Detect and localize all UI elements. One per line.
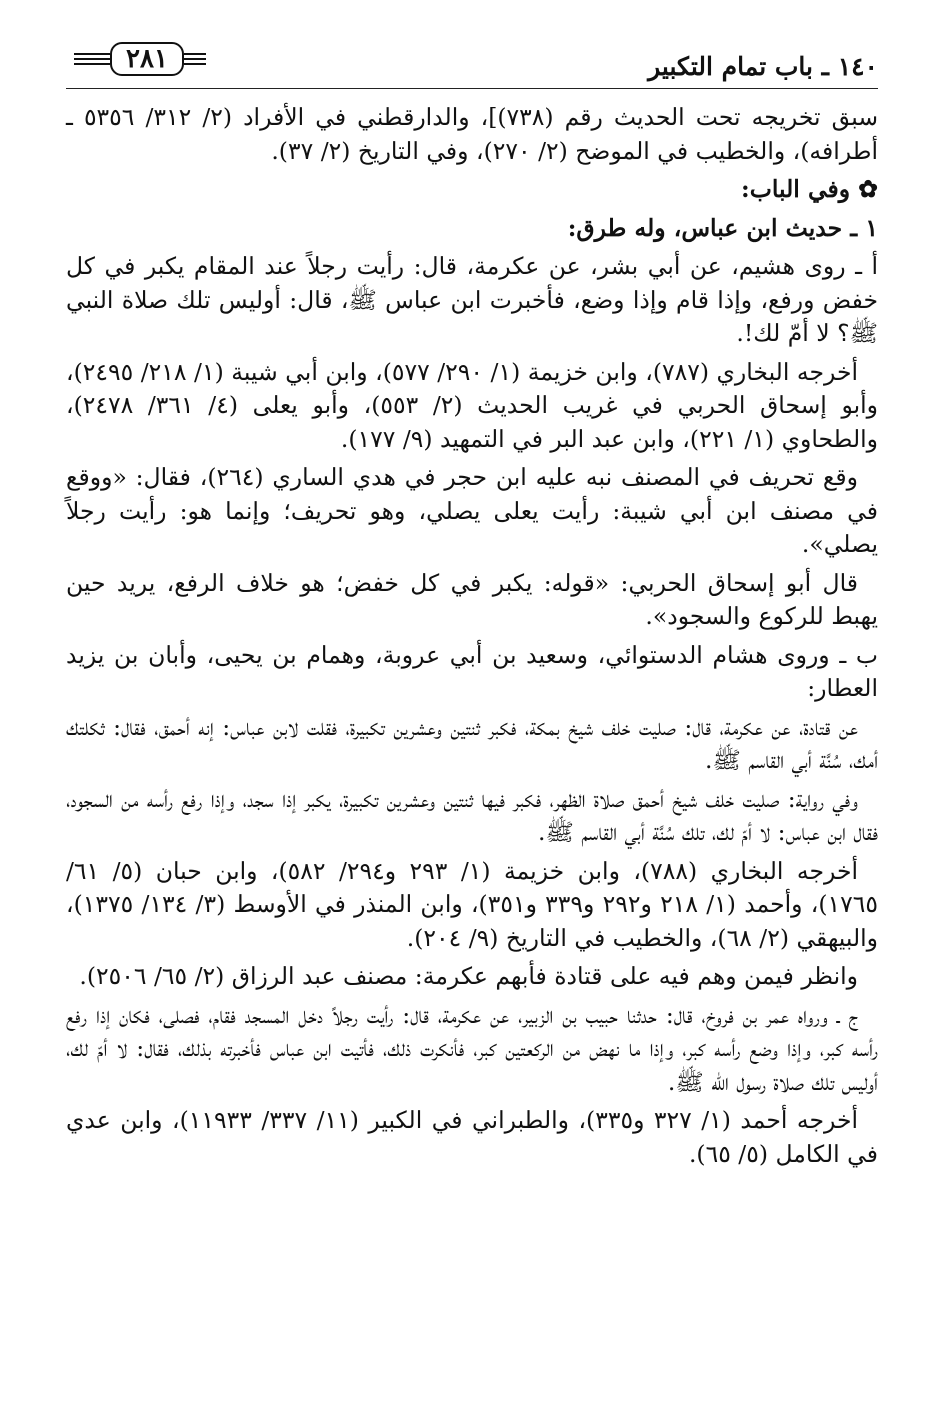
paragraph-riwaya-variant: وفي رواية: صليت خلف شيخ أحمق صلاة الظهر، فكبر فيها ثنتين وعشرين تكبيرة، يكبر إذا سجد، وإذا رفع رأسه من السجود، فقال ابن عباس: لا أمّ لك، تلك سُنَّة أبي القاسم ﷺ. [66,784,878,846]
paragraph-takhrij-1: أخرجه البخاري (٧٨٧)، وابن خزيمة (١/ ٢٩٠/ ٥٧٧)، وابن أبي شيبة (١/ ٢١٨/ ٢٤٩٥)، وأبو إسحاق الحربي في غريب الحديث (٢/ ٥٥٣)، وأبو يعلى (٤/ ٣٦١/ ٢٤٧٨)، والطحاوي (١/ ٢٢١)، وابن عبد البر في التمهيد (٩/ ١٧٧). [66,357,879,453]
ornament-lines-right [184,53,206,65]
paragraph-takhrij-3: أخرجه أحمد (١/ ٣٢٧ و٣٣٥)، والطبراني في الكبير (١١/ ٣٣٧/ ١١٩٣٣)، وابن عدي في الكامل (٥/ ٦٥). [66,1106,878,1168]
page-number-ornament [74,42,206,76]
section-heading: ✿ وفي الباب: [741,175,878,203]
page-body [66,101,878,1171]
paragraph-riwaya-c: ج ـ ورواه عمر بن فروخ، قال: حدثنا حبيب بن الزبير، عن عكرمة، قال: رأيت رجلاً دخل المسجد فقام، فصلى، فكان إذا رفع رأسه كبر، وإذا وضع رأسه كبر، وإذا ما نهض من الركعتين كبر، فأنكرت ذلك، فأتيت ابن عباس فأخبرته بذلك، فقال: لا أمّ لك، أوليس تلك صلاة رسول الله ﷺ. [66,1000,878,1096]
book-page [66,30,878,1171]
paragraph-continuation: سبق تخريجه تحت الحديث رقم (٧٣٨)]، والدارقطني في الأفراد (٢/ ٣١٢/ ٥٣٥٦ ـ أطرافه)، والخطيب في الموضح (٢/ ٢٧٠)، وفي التاريخ (٢/ ٣٧). [66,103,879,165]
ornament-lines-left [74,53,110,65]
paragraph-riwaya-a: أ ـ روى هشيم، عن أبي بشر، عن عكرمة، قال: رأيت رجلاً عند المقام يكبر في كل خفض ورفع، وإذا قام وإذا وضع، فأخبرت ابن عباس ﷺ، قال: أوليس تلك صلاة النبي ﷺ؟ لا أمّ لك!. [66,252,878,347]
page-number: ٢٨١ [110,42,184,76]
subsection-heading: ١ ـ حديث ابن عباس، وله طرق: [567,213,878,242]
paragraph-harbi-quote: قال أبو إسحاق الحربي: «قوله: يكبر في كل خفض؛ هو خلاف الرفع، يريد حين يهبط للركوع والسجود». [66,568,878,630]
chapter-title: ١٤٠ ـ باب تمام التكبير [648,52,878,81]
paragraph-riwaya-b: ب ـ وروى هشام الدستوائي، وسعيد بن أبي عروبة، وهمام بن يحيى، وأبان بن يزيد العطار: [66,640,878,702]
paragraph-takhrij-2: أخرجه البخاري (٧٨٨)، وابن خزيمة (١/ ٢٩٣ و٢٩٤/ ٥٨٢)، وابن حبان (٥/ ٦١/ ١٧٦٥)، وأحمد (١/ ٢١٨ و٢٩٢ و٣٣٩ و٣٥١)، وابن المنذر في الأوسط (٣/ ١٣٤/ ١٣٧٥)، والبيهقي (٢/ ٦٨)، والخطيب في التاريخ (٩/ ٢٠٤). [66,856,879,952]
paragraph-qatada: عن قتادة، عن عكرمة، قال: صليت خلف شيخ بمكة، فكبر ثنتين وعشرين تكبيرة، فقلت لابن عباس: إنه أحمق، فقال: ثكلتك أمك، سُنَّة أبي القاسم ﷺ. [66,712,878,774]
page-header [66,30,878,89]
paragraph-tahrif-note: وقع تحريف في المصنف نبه عليه ابن حجر في هدي الساري (٢٦٤)، فقال: «ووقع في مصنف ابن أبي شيبة: رأيت يعلى يصلي، وهو تحريف؛ وإنما هو: رأيت رجلاً يصلي». [66,463,878,558]
paragraph-note-qatada: وانظر فيمن وهم فيه على قتادة فأبهم عكرمة: مصنف عبد الرزاق (٢/ ٦٥/ ٢٥٠٦). [79,962,858,990]
